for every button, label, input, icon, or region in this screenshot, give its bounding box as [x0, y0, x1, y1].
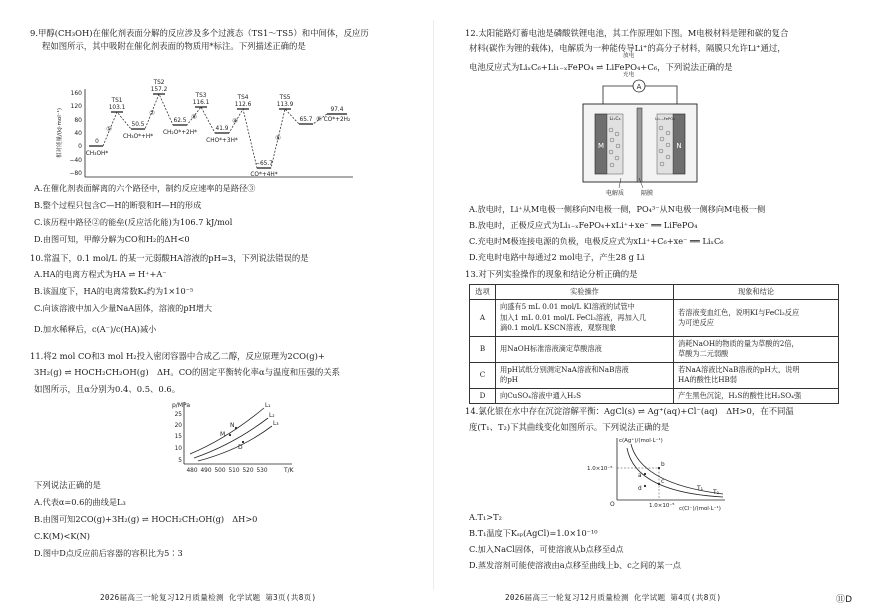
q11-xtick: 530 [256, 468, 268, 474]
separator-label: 隔膜 [640, 190, 654, 197]
q9-level-label: CO*+4H* [250, 172, 278, 178]
table-row [470, 300, 839, 336]
q14-option-a: A.T₁>T₂ [469, 512, 502, 522]
q14-point-d: d [638, 486, 642, 492]
q11-ytick: 20 [174, 423, 182, 429]
q9-level-value: 97.4 [330, 107, 344, 113]
table-cell-option: A [470, 300, 496, 336]
table-cell-option: B [470, 336, 496, 362]
table-cell-option: D [470, 388, 496, 403]
q9-level-value: −65.7 [255, 161, 273, 167]
q9-level-value: 41.9 [215, 126, 229, 132]
q9-path-marker: ⑤ [275, 134, 281, 142]
q9-option-b: B.整个过程只包含C—H的断裂和H—H的形成 [34, 200, 202, 210]
q9-ytick: 120 [70, 103, 82, 110]
table-header: 选项 [470, 285, 496, 300]
q9-level-value: 50.5 [131, 122, 145, 128]
cell-line: 滴0.1 mol/L KSCN溶液，观察现象 [500, 323, 617, 333]
q9-ts-value: 157.2 [150, 87, 168, 93]
q9-level-value: 65.7 [299, 117, 313, 123]
q9-ts-value: 116.1 [192, 100, 210, 106]
q9-ts-label: TS4 [237, 95, 249, 101]
cell-line: 向CuSO₄溶液中通入H₂S [500, 390, 582, 400]
cell-line: 用NaOH标准溶液滴定草酸溶液 [500, 343, 602, 353]
q14-ylabel: c(Ag⁺)/(mol·L⁻¹) [619, 438, 663, 444]
q11-ytick: 10 [174, 446, 182, 452]
q9-stem-line2: 程如图所示，其中吸附在催化剂表面的物质用*标注。下列描述正确的是 [42, 41, 306, 51]
q9-level-label: CH₃OH* [85, 151, 109, 157]
q11-xtick: 490 [200, 468, 212, 474]
q14-xlabel: c(Cl⁻)/(mol·L⁻¹) [679, 506, 721, 512]
left-page-footer: 2026届高三一轮复习12月质量检测 化学试题 第3页(共8页) [100, 593, 317, 603]
q11-ylabel: p/MPa [172, 402, 191, 409]
q9-ts-label: TS1 [111, 98, 123, 104]
q9-option-d: D.由图可知，甲醇分解为CO和H₂的ΔH<0 [34, 234, 190, 244]
table-cell-result [674, 388, 839, 403]
cell-line: 用pH试纸分别测定NaA溶液和NaB溶液 [500, 364, 629, 374]
q9-path-marker: ① [106, 125, 112, 133]
badge-number: ⑪ [836, 595, 846, 606]
q14-origin: O [610, 501, 615, 508]
table-cell-result [674, 362, 839, 388]
q9-ts-value: 103.1 [108, 105, 126, 111]
electrode-n-label: N [676, 142, 682, 150]
q11-point-m: M [220, 431, 226, 438]
q11-curve-l3 [198, 426, 272, 461]
q14-point-c: c [661, 479, 665, 485]
electrode-m-label: M [597, 142, 605, 150]
q9-ytick: 160 [70, 90, 82, 97]
q14-curve-label-t2: T₂ [713, 489, 720, 496]
material-lifepo4: Li₁₋ₓFePO₄ [655, 116, 675, 121]
left-page [0, 0, 420, 616]
table-cell-operation [496, 388, 674, 403]
q12-arrow-charge: 充电 [623, 72, 635, 78]
q11-point-n: N [230, 422, 235, 429]
q11-curve-label: L₃ [273, 421, 279, 427]
q14-option-d: D.蒸发溶剂可能使溶液由a点移至曲线上b、c之间的某一点 [469, 560, 681, 570]
page-divider [433, 20, 434, 590]
q11-curve-label: L₁ [265, 403, 271, 409]
q10-option-d: D.加水稀释后，c(A⁻)/c(HA)减小 [34, 324, 157, 334]
q11-option-c: C.K(M)<K(N) [34, 531, 90, 541]
q11-stem-line3: 如图所示，且α分别为0.4、0.5、0.6。 [34, 384, 181, 394]
q14-solubility-graph [583, 434, 733, 512]
q14-stem-line1: 14.氯化银在水中存在沉淀溶解平衡：AgCl(s) ⇌ Ag⁺(aq)+Cl⁻(aq) ΔH>0，在不同温 [465, 406, 794, 416]
q9-path-marker: ⑥ [316, 115, 322, 123]
q9-path-marker: ③ [191, 113, 197, 121]
q9-path-marker: ② [149, 109, 155, 117]
q12-stem-line3: 电池反应式为LiₓC₆+Li₁₋ₓFePO₄ ⇌ LiFePO₄+C₆，下列说法正确的是 [469, 62, 733, 72]
q11-xtick: 510 [228, 468, 240, 474]
q11-ytick: 15 [174, 434, 182, 440]
q9-ts-label: TS5 [279, 95, 291, 101]
q11-pressure-graph [158, 398, 298, 478]
electrolyte-label: 电解质 [605, 190, 625, 197]
q9-ytick: −80 [69, 170, 82, 177]
q12-battery-diagram [575, 78, 705, 198]
q9-ytick: −40 [69, 157, 82, 164]
q14-point-a: a [638, 473, 642, 479]
cell-line: 若溶液变血红色，说明KI与FeCl₃反应 [678, 307, 800, 317]
q14-curve-label-t1: T₁ [697, 485, 704, 492]
q12-option-a: A.放电时，Li⁺从M电极一侧移向N电极一侧，PO₄³⁻从N电极一侧移向M电极一侧 [469, 204, 766, 214]
q11-option-b: B.由图可知2CO(g)+3H₂(g) ⇌ HOCH₂CH₂OH(g) ΔH>0 [34, 514, 258, 524]
q9-level-label: CO*+2H₂ [323, 117, 351, 123]
table-row [470, 336, 839, 362]
q11-ytick: 25 [174, 412, 182, 418]
q10-stem: 10.常温下，0.1 mol/L 的某一元弱酸HA溶液的pH=3，下列说法错误的是 [30, 253, 309, 263]
q11-option-a: A.代表α=0.6的曲线是L₃ [34, 497, 126, 507]
q10-option-c: C.向该溶液中加入少量NaA固体，溶液的pH增大 [34, 303, 213, 313]
q10-option-a: A.HA的电离方程式为HA ⇌ H⁺+A⁻ [34, 269, 167, 279]
page-badge [836, 594, 852, 608]
cell-line: HA的酸性比HB弱 [678, 375, 737, 385]
q9-level-label: CH₃O*+H* [122, 134, 154, 140]
q11-option-d: D.图中D点反应前后容器的容积比为5∶3 [34, 548, 183, 558]
q9-ts-label: TS2 [153, 80, 165, 86]
cell-line: 的pH [500, 375, 519, 385]
q11-xtick: 500 [214, 468, 226, 474]
q9-ytick: 0 [78, 143, 82, 150]
q9-ytick: 40 [74, 130, 82, 137]
cell-line: 为可逆反应 [678, 318, 714, 328]
q14-point-b: b [661, 462, 665, 468]
ammeter-label: A [636, 83, 642, 91]
table-header: 现象和结论 [674, 285, 839, 300]
q9-level-label: CH₂O*+2H* [163, 130, 197, 136]
q12-option-c: C.充电时M极连接电源的负极，电极反应式为xLi⁺+C₆+xe⁻ ══ LiₓC₆ [469, 236, 724, 246]
q12-option-d: D.充电时电路中每通过2 mol电子，产生28 g Li [469, 252, 645, 262]
q14-option-b: B.T₁温度下Kₛₚ(AgCl)=1.0×10⁻¹⁰ [469, 528, 598, 538]
q12-stem-line2: 材料(碳作为锂的载体)，电解质为一种能传导Li⁺的高分子材料，隔膜只允许Li⁺通过， [469, 43, 786, 53]
q12-option-b: B.放电时，正极反应式为Li₁₋ₓFePO₄+xLi⁺+xe⁻ ══ LiFePO₄ [469, 220, 698, 230]
q11-stem-line2: 3H₂(g) ⇌ HOCH₂CH₂OH(g) ΔH。CO的固定平衡转化率α与温度和压强的关系 [34, 367, 341, 377]
q11-stem-line1: 11.将2 mol CO和3 mol H₂投入密闭容器中合成乙二醇，反应原理为2CO(g)+ [30, 351, 325, 361]
table-row [470, 362, 839, 388]
q9-option-c: C.该历程中路径②的能垒(反应活化能)为106.7 kJ/mol [34, 217, 233, 227]
q14-ytick: 1.0×10⁻⁵ [587, 466, 613, 472]
cell-line: 消耗NaOH的物质的量为草酸的2倍， [678, 338, 799, 348]
q11-xtick: 520 [242, 468, 254, 474]
q14-option-c: C.加入NaCl固体，可使溶液从b点移至d点 [469, 544, 624, 554]
q9-stem-line1: 9.甲醇(CH₃OH)在催化剂表面分解的反应涉及多个过渡态（TS1～TS5）和中间体，反应历 [30, 28, 369, 38]
q14-xtick: 1.0×10⁻⁵ [649, 503, 675, 509]
table-cell-option: C [470, 362, 496, 388]
q9-option-a: A.在催化剂表面解离的六个路径中，制约反应速率的是路径③ [34, 183, 256, 193]
q12-arrow-discharge: 放电 [623, 53, 635, 59]
table-cell-operation [496, 300, 674, 336]
cell-line: 产生黑色沉淀，H₂S的酸性比H₂SO₄强 [678, 390, 802, 400]
table-cell-operation [496, 362, 674, 388]
q11-ytick: 5 [178, 458, 182, 464]
q9-level-value: 0 [95, 139, 99, 145]
q9-ylabel: 相对能量/(kJ·mol⁻¹) [57, 107, 63, 159]
q10-option-b: B.该温度下，HA的电离常数Kₐ约为1×10⁻⁵ [34, 286, 194, 296]
table-header-row [470, 285, 839, 300]
q11-point-d: D [238, 444, 243, 451]
table-cell-operation [496, 336, 674, 362]
q9-ts-value: 113.9 [276, 102, 294, 108]
cell-line: 向盛有5 mL 0.01 mol/L KI溶液的试管中 [500, 302, 635, 312]
q14-stem-line2: 度(T₁、T₂)下其曲线变化如图所示。下列说法正确的是 [469, 422, 670, 432]
right-page-footer: 2026届高三一轮复习12月质量检测 化学试题 第4页(共8页) [505, 593, 722, 603]
badge-letter: D [845, 595, 852, 606]
q9-level-label: CHO*+3H* [206, 138, 238, 144]
q11-xlabel: T/K [284, 467, 294, 474]
q13-stem: 13.对下列实验操作的现象和结论分析正确的是 [465, 269, 638, 279]
table-header: 实验操作 [496, 285, 674, 300]
q12-stem-line1: 12.太阳能路灯蓄电池是磷酸铁锂电池，其工作原理如下图。M电极材料是锂和碳的复合 [465, 28, 789, 38]
cell-line: 加入1 mL 0.01 mol/L FeCl₃溶液，再加入几 [500, 312, 647, 322]
cell-line: 草酸为二元弱酸 [678, 349, 729, 359]
table-cell-result [674, 336, 839, 362]
q11-curve-label: L₂ [269, 413, 275, 419]
q9-ts-label: TS3 [195, 93, 207, 99]
q9-energy-diagram [55, 80, 355, 180]
material-lixc6: LiₓC₆ [609, 117, 621, 122]
q13-table [469, 284, 839, 404]
q9-path-marker: ④ [232, 117, 238, 125]
table-row [470, 388, 839, 403]
right-page [435, 0, 855, 616]
q9-ts-value: 112.6 [234, 102, 252, 108]
cell-line: 若NaA溶液比NaB溶液的pH大，说明 [678, 364, 800, 374]
q9-level-value: 62.5 [173, 118, 187, 124]
q11-stem-line4: 下列说法正确的是 [34, 480, 101, 490]
table-cell-result [674, 300, 839, 336]
q9-ytick: 80 [74, 117, 82, 124]
q11-curve-l1 [190, 408, 264, 454]
q11-xtick: 480 [186, 468, 198, 474]
